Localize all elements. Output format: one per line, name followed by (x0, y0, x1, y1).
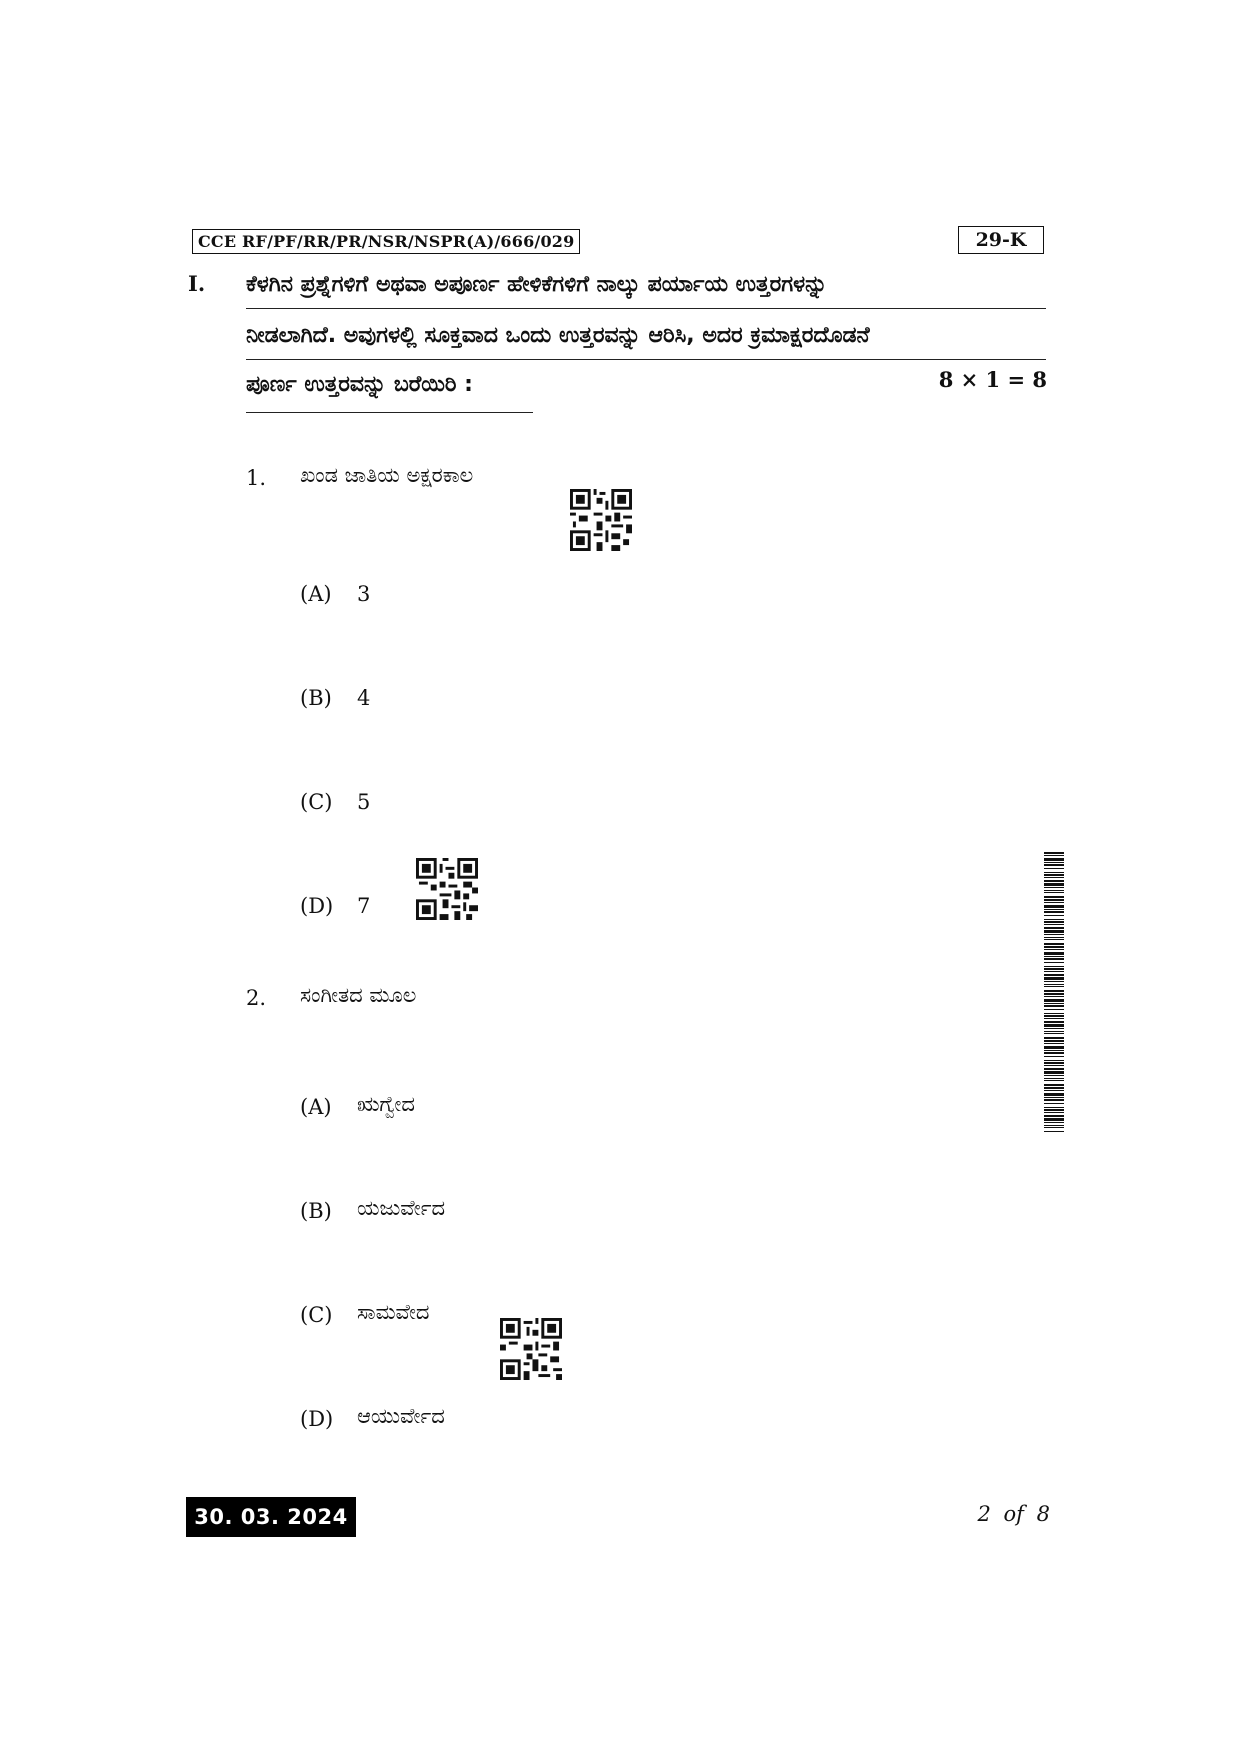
instruction-underline (246, 412, 533, 413)
q2-option-a-value: ಋಗ್ವೇದ (357, 1092, 415, 1116)
paper-number: 29-K (958, 226, 1044, 254)
qr-code-icon (500, 1318, 562, 1380)
question-1-text: ಖಂಡ ಜಾತಿಯ ಅಕ್ಷರಕಾಲ (300, 463, 474, 487)
q2-option-a-label: (A) (300, 1095, 332, 1119)
q1-option-a-value: 3 (357, 582, 371, 606)
instruction-line-3: ಪೂರ್ಣ ಉತ್ತರವನ್ನು ಬರೆಯಿರಿ : (246, 372, 473, 397)
barcode-icon (1044, 852, 1064, 1132)
q1-option-b-value: 4 (357, 686, 371, 710)
paper-code: CCE RF/PF/RR/PR/NSR/NSPR(A)/666/029 (192, 229, 580, 254)
q2-option-c-value: ಸಾಮವೇದ (357, 1300, 430, 1324)
q1-option-d-label: (D) (300, 894, 334, 918)
exam-date: 30. 03. 2024 (186, 1497, 356, 1537)
q2-option-d-label: (D) (300, 1407, 334, 1431)
question-2-number: 2. (246, 986, 267, 1010)
instruction-line-1: ಕೆಳಗಿನ ಪ್ರಶ್ನೆಗಳಿಗೆ ಅಥವಾ ಅಪೂರ್ಣ ಹೇಳಿಕೆಗಳಿಗೆ ನಾಲ್ಕು ಪರ್ಯಾಯ ಉತ್ತರಗಳನ್ನು (246, 262, 1046, 309)
q1-option-c-value: 5 (357, 790, 371, 814)
qr-code-icon (416, 858, 478, 920)
section-number: I. (188, 271, 206, 296)
instruction-line-2: ನೀಡಲಾಗಿದೆ. ಅವುಗಳಲ್ಲಿ ಸೂಕ್ತವಾದ ಒಂದು ಉತ್ತರವನ್ನು ಆರಿಸಿ, ಅದರ ಕ್ರಮಾಕ್ಷರದೊಡನೆ (246, 313, 1046, 360)
q2-option-c-label: (C) (300, 1303, 333, 1327)
q1-option-c-label: (C) (300, 790, 333, 814)
question-2-text: ಸಂಗೀತದ ಮೂಲ (300, 983, 417, 1007)
q2-option-b-label: (B) (300, 1199, 332, 1223)
page-number: 2 of 8 (977, 1502, 1050, 1526)
q1-option-d-value: 7 (357, 894, 371, 918)
qr-code-icon (570, 489, 632, 551)
q2-option-b-value: ಯಜುರ್ವೇದ (357, 1196, 446, 1220)
q2-option-d-value: ಆಯುರ್ವೇದ (357, 1404, 445, 1428)
question-1-number: 1. (246, 466, 267, 490)
q1-option-a-label: (A) (300, 582, 332, 606)
section-marks: 8 × 1 = 8 (938, 367, 1047, 392)
q1-option-b-label: (B) (300, 686, 332, 710)
